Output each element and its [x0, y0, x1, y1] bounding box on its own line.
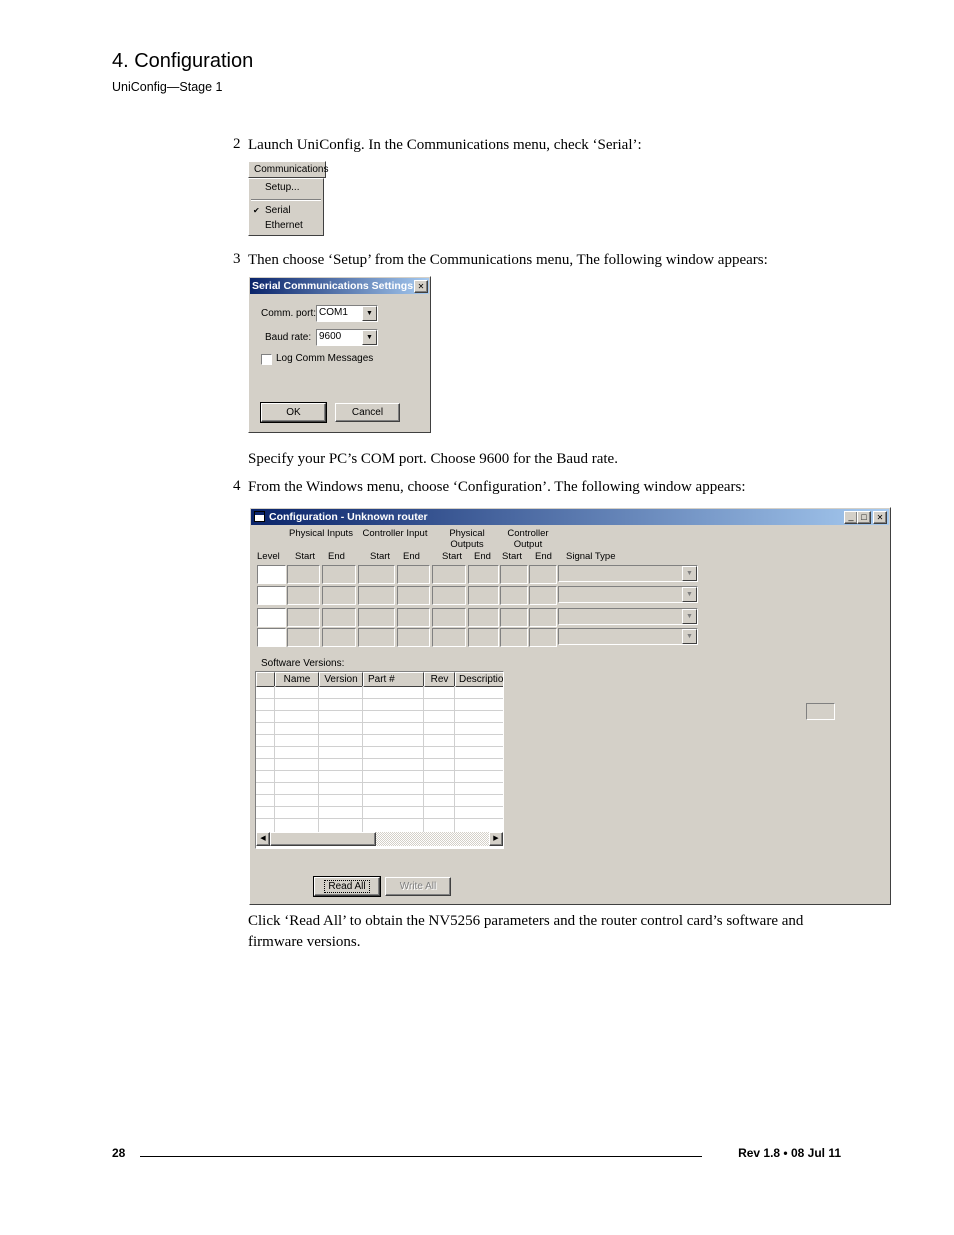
dialog-titlebar[interactable]: Serial Communications Settings	[250, 278, 429, 294]
grid-line	[256, 758, 503, 759]
grid-line	[256, 722, 503, 723]
field-cell	[287, 608, 320, 627]
field-cell	[358, 608, 395, 627]
grid-line	[256, 746, 503, 747]
field-cell	[287, 565, 320, 584]
grid-line	[256, 794, 503, 795]
field-cell	[358, 586, 395, 605]
field-cell	[322, 586, 356, 605]
group-label-controller-input: Controller Input	[362, 528, 428, 539]
log-comm-label: Log Comm Messages	[276, 353, 374, 364]
grid-line	[362, 686, 363, 832]
chevron-down-icon[interactable]: ▼	[362, 306, 377, 321]
chapter-subtitle: UniConfig—Stage 1	[112, 80, 223, 94]
baud-rate-select[interactable]: 9600 ▼	[316, 329, 378, 346]
field-cell	[468, 608, 499, 627]
field-cell	[287, 586, 320, 605]
scroll-thumb[interactable]	[270, 832, 376, 846]
field-cell	[287, 628, 320, 647]
grid-line	[318, 686, 319, 832]
signal-type-select	[558, 565, 698, 582]
col-start: Start	[502, 551, 523, 562]
horizontal-scrollbar[interactable]	[256, 832, 503, 846]
log-comm-checkbox[interactable]	[261, 354, 272, 365]
field-cell	[322, 565, 356, 584]
step-number: 4	[233, 478, 241, 494]
column-header[interactable]: Name	[275, 672, 319, 687]
grid-line	[256, 770, 503, 771]
field-cell	[529, 586, 557, 605]
step-number: 3	[233, 251, 241, 267]
serial-settings-dialog	[248, 276, 431, 433]
software-versions-label: Software Versions:	[261, 658, 345, 669]
field-cell	[432, 565, 466, 584]
baud-rate-label: Baud rate:	[265, 332, 312, 343]
col-level: Level	[257, 551, 280, 562]
field-cell	[468, 565, 499, 584]
app-icon	[254, 511, 265, 522]
col-start: Start	[442, 551, 463, 562]
maximize-icon[interactable]: □	[857, 511, 871, 524]
field-cell	[529, 628, 557, 647]
menu-separator	[251, 199, 321, 201]
grid-line	[256, 710, 503, 711]
configuration-window	[249, 507, 891, 905]
chevron-down-icon[interactable]: ▼	[362, 330, 377, 345]
scroll-right-icon[interactable]: ▶	[489, 832, 503, 846]
window-titlebar[interactable]: Configuration - Unknown router	[251, 509, 889, 525]
field-cell	[397, 608, 430, 627]
status-box	[806, 703, 835, 720]
read-all-button[interactable]: Read All	[314, 877, 380, 896]
page-number: 28	[112, 1146, 126, 1160]
ok-button[interactable]: OK	[261, 403, 326, 422]
grid-line	[423, 686, 424, 832]
grid-line	[256, 698, 503, 699]
signal-type-select	[558, 628, 698, 645]
grid-line	[256, 782, 503, 783]
grid-line	[256, 734, 503, 735]
field-cell	[500, 628, 528, 647]
field-cell	[500, 586, 528, 605]
grid-line	[256, 806, 503, 807]
field-cell	[468, 586, 499, 605]
col-end: End	[403, 551, 420, 562]
group-label-physical-outputs: Physical Outputs	[449, 528, 485, 550]
field-cell	[500, 608, 528, 627]
column-header[interactable]: Version	[319, 672, 363, 687]
communications-dropdown	[248, 178, 324, 236]
revision-label: Rev 1.8 • 08 Jul 11	[738, 1146, 841, 1160]
group-label-controller-output: Controller Output	[507, 528, 549, 550]
field-cell	[529, 608, 557, 627]
cancel-button[interactable]: Cancel	[335, 403, 400, 422]
chevron-down-icon: ▼	[682, 566, 697, 581]
level-input[interactable]	[257, 608, 286, 627]
step-text: Launch UniConfig. In the Communications menu, check ‘Serial’:	[248, 137, 642, 153]
comm-port-select[interactable]: COM1 ▼	[316, 305, 378, 322]
menu-item-setup[interactable]: Setup...	[265, 182, 300, 193]
write-all-button[interactable]: Write All	[385, 877, 451, 896]
field-cell	[322, 608, 356, 627]
chevron-down-icon: ▼	[682, 609, 697, 624]
col-start: Start	[295, 551, 316, 562]
field-cell	[358, 628, 395, 647]
group-label-physical-inputs: Physical Inputs	[289, 528, 353, 539]
table-corner	[256, 672, 275, 687]
menu-item-ethernet[interactable]: Ethernet	[265, 220, 303, 231]
software-versions-table[interactable]	[255, 671, 504, 849]
column-header[interactable]: Part #	[363, 672, 424, 687]
field-cell	[529, 565, 557, 584]
grid-line	[274, 686, 275, 832]
scroll-left-icon[interactable]: ◀	[256, 832, 270, 846]
field-cell	[468, 628, 499, 647]
field-cell	[397, 586, 430, 605]
level-input[interactable]	[257, 628, 286, 647]
grid-line	[256, 818, 503, 819]
field-cell	[432, 608, 466, 627]
close-icon[interactable]: ✕	[873, 511, 887, 524]
col-end: End	[328, 551, 345, 562]
footer-rule	[140, 1156, 702, 1157]
field-cell	[397, 565, 430, 584]
column-header[interactable]: Rev	[424, 672, 455, 687]
field-cell	[432, 586, 466, 605]
col-end: End	[535, 551, 552, 562]
signal-type-select	[558, 586, 698, 603]
col-signal-type: Signal Type	[566, 551, 616, 562]
field-cell	[500, 565, 528, 584]
chapter-title: 4. Configuration	[112, 50, 254, 72]
field-cell	[322, 628, 356, 647]
chevron-down-icon: ▼	[682, 629, 697, 644]
menu-item-serial[interactable]: Serial	[265, 205, 291, 216]
col-start: Start	[370, 551, 391, 562]
communications-menu-title[interactable]: Communications	[248, 161, 326, 178]
comm-port-label: Comm. port:	[261, 308, 317, 319]
chevron-down-icon: ▼	[682, 587, 697, 602]
minimize-icon[interactable]: _	[844, 511, 858, 524]
step-text: Then choose ‘Setup’ from the Communications menu, The following window appears:	[248, 252, 768, 268]
field-cell	[358, 565, 395, 584]
grid-line	[454, 686, 455, 832]
field-cell	[397, 628, 430, 647]
column-header[interactable]: Descriptio	[455, 672, 504, 687]
col-end: End	[474, 551, 491, 562]
field-cell	[432, 628, 466, 647]
read-all-note: Click ‘Read All’ to obtain the NV5256 parameters and the router control card’s software and firmware versions.	[248, 913, 804, 950]
com-port-note: Specify your PC’s COM port. Choose 9600 for the Baud rate.	[248, 451, 618, 467]
check-icon: ✔	[253, 206, 260, 215]
level-input[interactable]	[257, 586, 286, 605]
level-input[interactable]	[257, 565, 286, 584]
signal-type-select	[558, 608, 698, 625]
step-number: 2	[233, 136, 241, 152]
step-text: From the Windows menu, choose ‘Configuration’. The following window appears:	[248, 479, 746, 495]
communications-menu-screenshot	[248, 161, 329, 236]
close-icon[interactable]: ✕	[414, 280, 428, 293]
